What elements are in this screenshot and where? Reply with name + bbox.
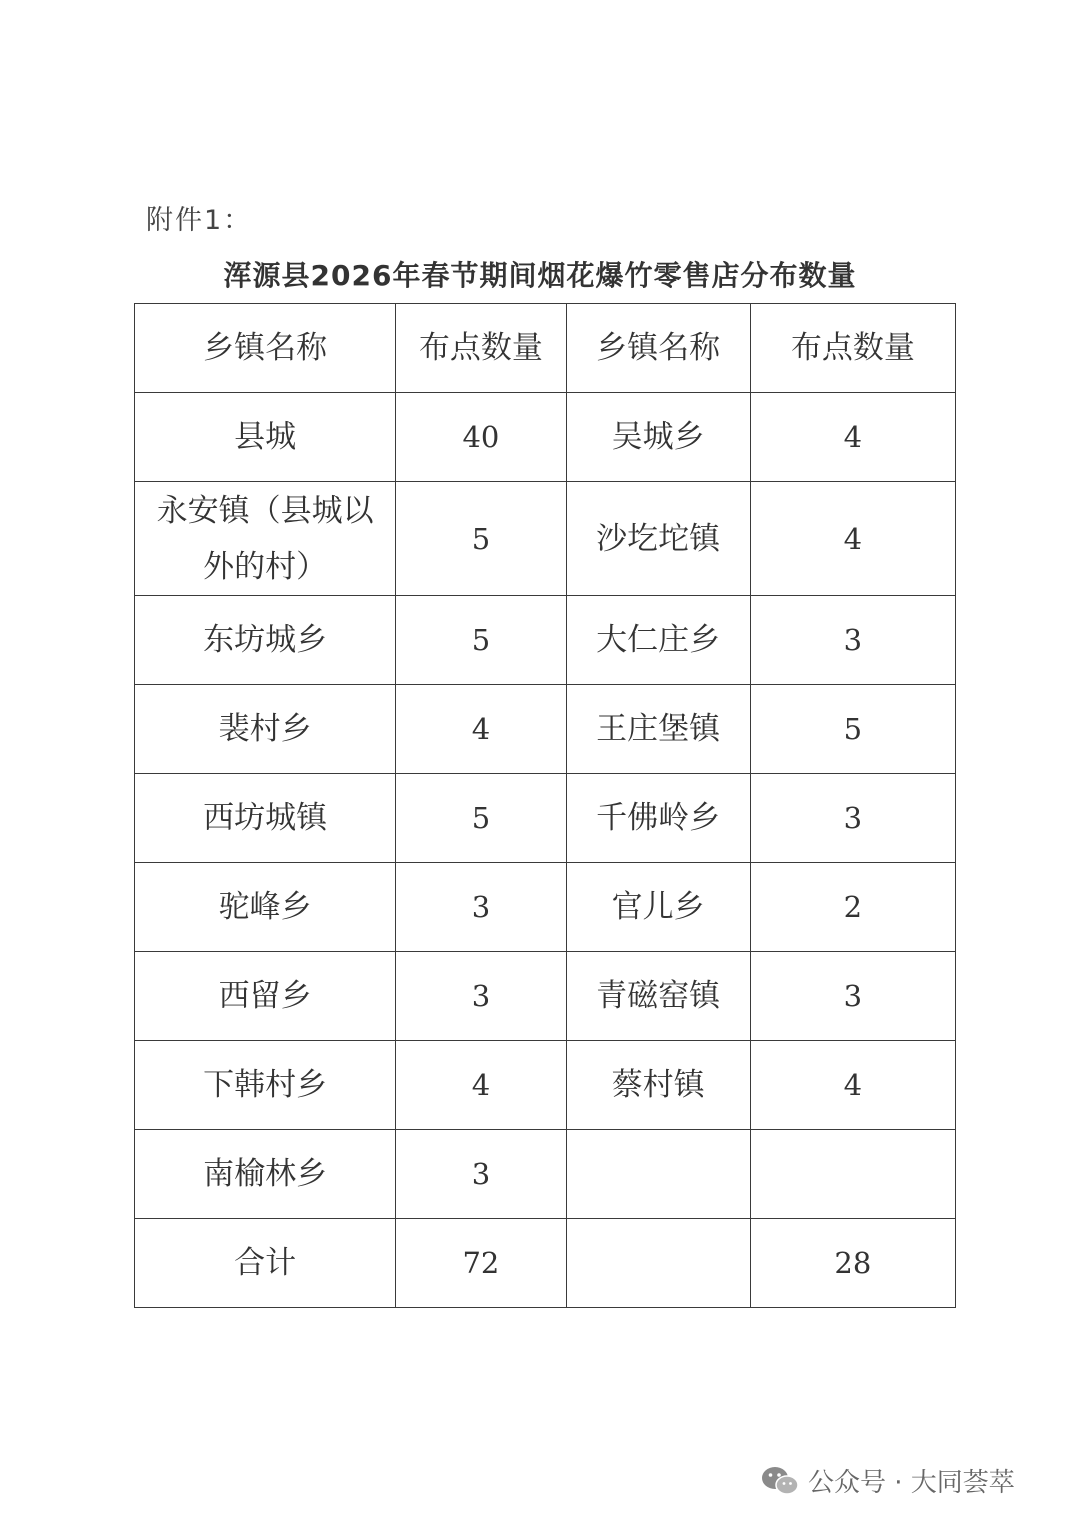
outlet-count — [750, 1130, 955, 1219]
total-empty — [566, 1219, 750, 1308]
table-row — [135, 596, 956, 685]
township-name: 沙圪坨镇 — [566, 482, 750, 596]
watermark-text: 公众号 · 大同荟萃 — [808, 1468, 1015, 1498]
table-row — [135, 393, 956, 482]
table-row — [135, 1041, 956, 1130]
watermark — [760, 1462, 1015, 1499]
distribution-table — [134, 303, 956, 1308]
township-name: 蔡村镇 — [566, 1041, 750, 1130]
outlet-count: 40 — [396, 393, 566, 482]
table-header-row — [135, 304, 956, 393]
township-name: 青磁窑镇 — [566, 952, 750, 1041]
township-name: 东坊城乡 — [135, 596, 396, 685]
outlet-count: 2 — [750, 863, 955, 952]
outlet-count: 5 — [396, 482, 566, 596]
township-name: 驼峰乡 — [135, 863, 396, 952]
document-title: 浑源县2026年春节期间烟花爆竹零售店分布数量 — [223, 259, 857, 292]
table-row — [135, 774, 956, 863]
outlet-count: 5 — [396, 774, 566, 863]
township-name: 裴村乡 — [135, 685, 396, 774]
outlet-count: 3 — [396, 863, 566, 952]
township-name: 永安镇（县城以外的村） — [135, 482, 396, 596]
township-name: 官儿乡 — [566, 863, 750, 952]
township-name: 大仁庄乡 — [566, 596, 750, 685]
township-name: 下韩村乡 — [135, 1041, 396, 1130]
outlet-count: 3 — [750, 952, 955, 1041]
table-row — [135, 1130, 956, 1219]
outlet-count: 4 — [750, 482, 955, 596]
township-name: 南榆林乡 — [135, 1130, 396, 1219]
total-count-right: 28 — [750, 1219, 955, 1308]
outlet-count: 5 — [396, 596, 566, 685]
outlet-count: 4 — [396, 1041, 566, 1130]
table-row — [135, 482, 956, 596]
outlet-count: 3 — [396, 1130, 566, 1219]
outlet-count: 3 — [750, 774, 955, 863]
total-count-left: 72 — [396, 1219, 566, 1308]
attachment-label: 附件1： — [146, 205, 253, 236]
outlet-count: 3 — [396, 952, 566, 1041]
total-label: 合计 — [135, 1219, 396, 1308]
outlet-count: 4 — [750, 393, 955, 482]
table-row — [135, 685, 956, 774]
township-name: 吴城乡 — [566, 393, 750, 482]
township-name: 王庄堡镇 — [566, 685, 750, 774]
outlet-count: 5 — [750, 685, 955, 774]
table-row — [135, 952, 956, 1041]
outlet-count: 4 — [396, 685, 566, 774]
outlet-count: 3 — [750, 596, 955, 685]
header-outlet-count: 布点数量 — [750, 304, 955, 393]
township-name: 西留乡 — [135, 952, 396, 1041]
header-township-name: 乡镇名称 — [135, 304, 396, 393]
wechat-icon — [760, 1464, 800, 1498]
township-name: 西坊城镇 — [135, 774, 396, 863]
header-outlet-count: 布点数量 — [396, 304, 566, 393]
township-name: 千佛岭乡 — [566, 774, 750, 863]
header-township-name: 乡镇名称 — [566, 304, 750, 393]
table-row — [135, 863, 956, 952]
township-name: 县城 — [135, 393, 396, 482]
township-name — [566, 1130, 750, 1219]
total-row — [135, 1219, 956, 1308]
outlet-count: 4 — [750, 1041, 955, 1130]
